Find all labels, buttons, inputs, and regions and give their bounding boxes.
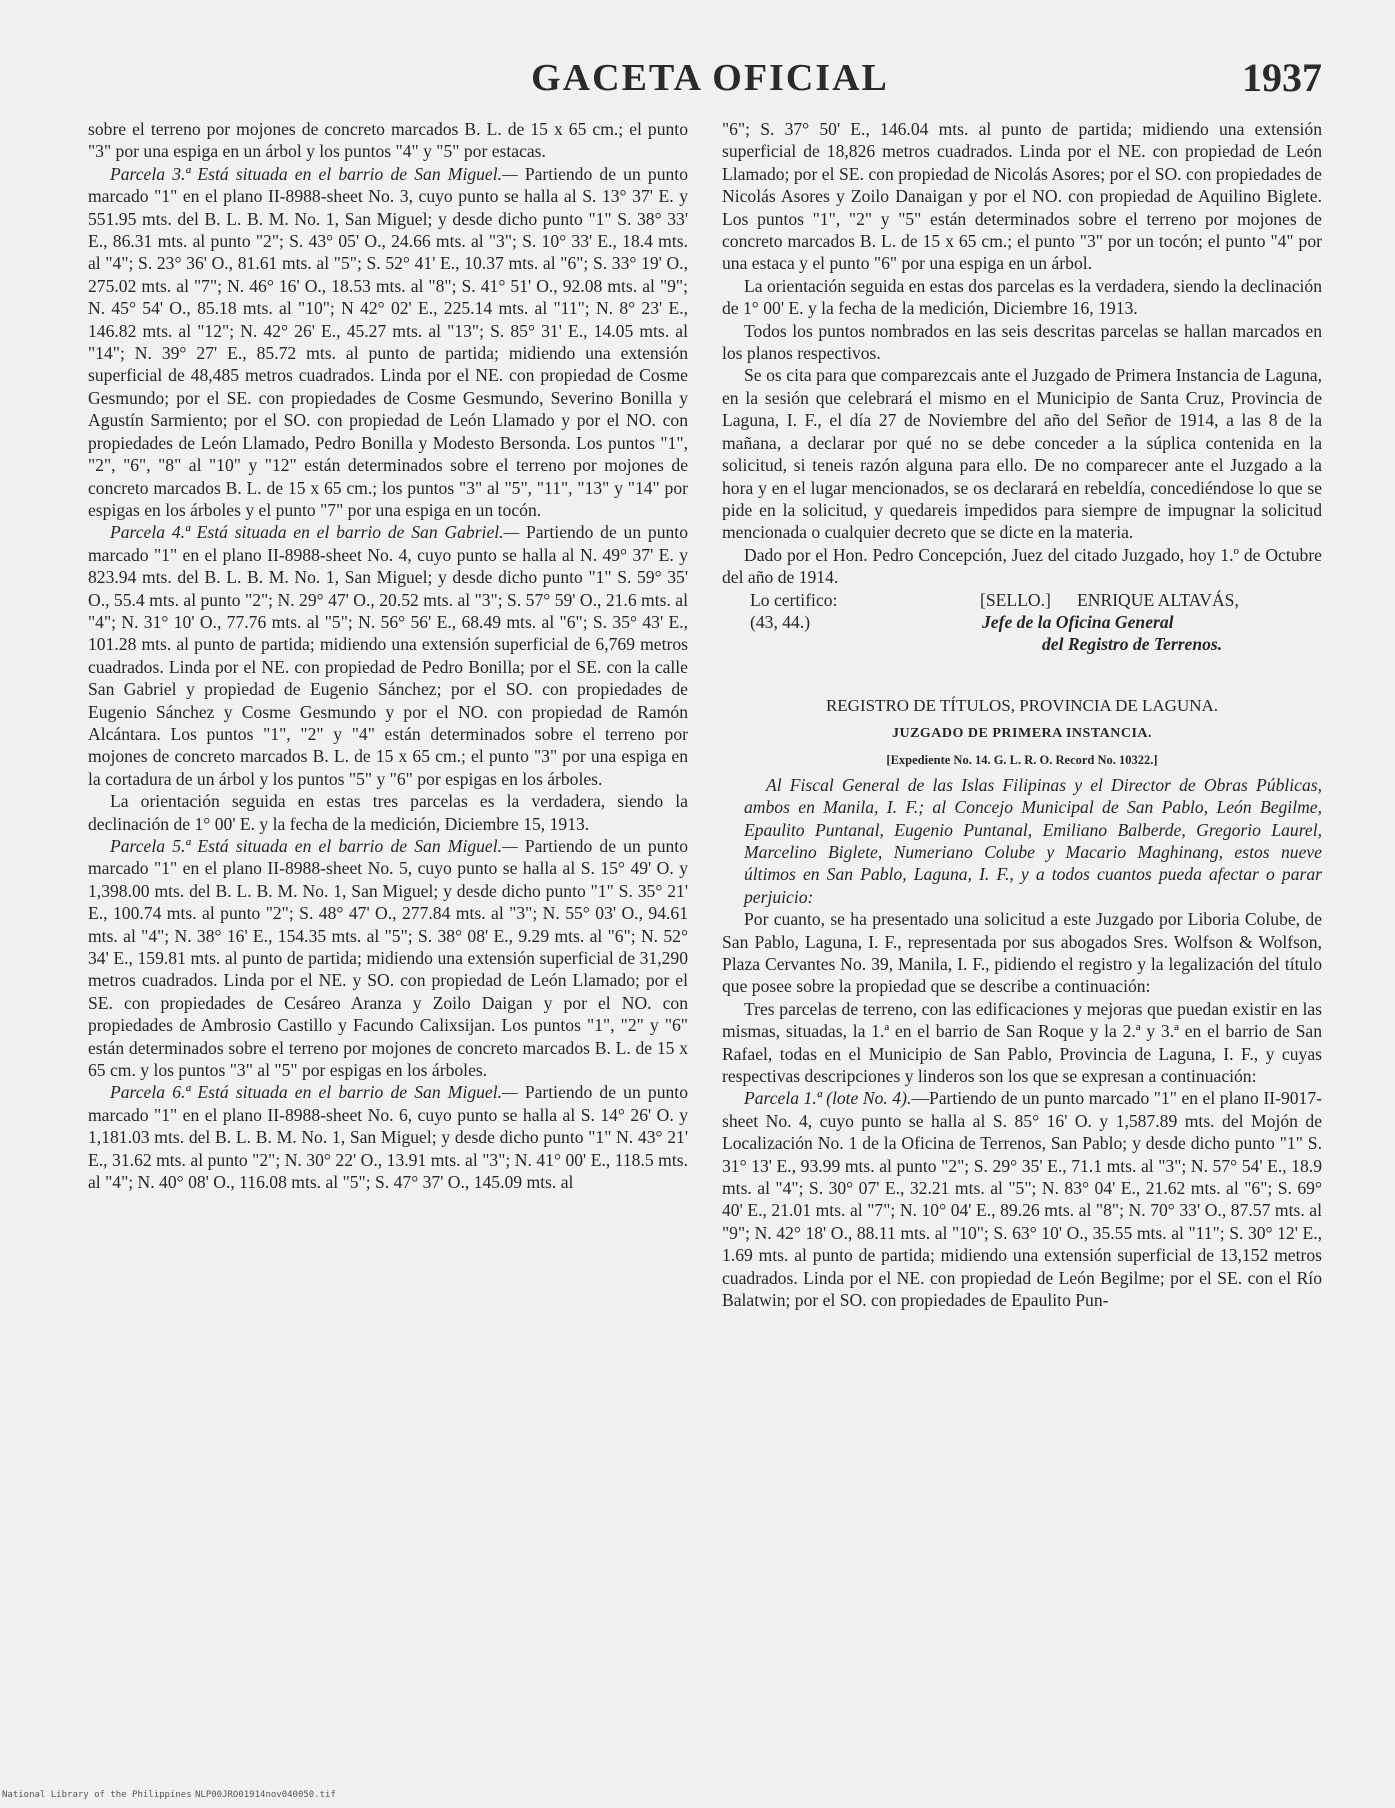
signature-block: [722, 589, 1322, 679]
parcela-5-heading: Parcela 5.ª Está situada en el barrio de San Miguel.—: [110, 836, 518, 856]
page-header: [90, 48, 1330, 108]
dated-paragraph: Dado por el Hon. Pedro Concepción, Juez del citado Juzgado, hoy 1.º de Octubre del año de 1914.: [722, 544, 1322, 588]
parcela-4-heading: Parcela 4.ª Está situada en el barrio de San Gabriel.—: [110, 522, 520, 543]
points-paragraph: Todos los puntos nombrados en las seis descritas parcelas se hallan marcados en los planos respectivos.: [722, 320, 1322, 364]
signatory-name: ENRIQUE ALTAVÁS,: [1077, 589, 1239, 610]
paragraph-continuation: "6"; S. 37° 50' E., 146.04 mts. al punto de partida; midiendo una extensión superficial de 18,826 metros cuadrados. Linda por el NE. con propiedad de León Llamado; por el SE. con propiedad de Nicolás Asores; por el SO. con propiedades de Nicolás Asores y Zoilo Danaigan y por el NO. con propiedad de Aquilino Biglete. Los puntos "1", "2" y "5" están determinados sobre el terreno por mojones de concreto marcados B. L. de 15 x 65 cm.; el punto "3" por un tocón; el punto "4" por una estaca y el punto "6" por una espiga en un árbol.: [722, 119, 1322, 274]
parcela-1-paragraph: [722, 1087, 1322, 1311]
orientation-paragraph: La orientación seguida en estas tres parcelas es la verdadera, siendo la declinación de 1° 00' E. y la fecha de la medición, Diciembre 15, 1913.: [88, 791, 688, 834]
page-number: 1937: [1242, 55, 1322, 100]
parcela-6-text: Partiendo de un punto marcado "1" en el plano II-8988-sheet No. 6, cuyo punto se halla al S. 14° 26' O. y 1,181.03 mts. del B. L. B. M. No. 1, San Miguel; y desde dicho punto "1" N. 43° 21' E., 31.62 mts. al punto "2"; N. 30° 22' O., 13.91 mts. al "3"; N. 41° 00' E., 118.5 mts. al "4"; N. 40° 08' O., 116.08 mts. al "5"; S. 47° 37' O., 145.09 mts. al: [88, 1082, 688, 1193]
reference-number: (43, 44.): [750, 611, 811, 632]
seal-mark: [SELLO.]: [980, 589, 1051, 610]
publication-title: GACETA OFICIAL: [531, 57, 889, 99]
orientation-paragraph: La orientación seguida en estas dos parcelas es la verdadera, siendo la declinación de 1° 00' E. y la fecha de la medición, Diciembre 16, 1913.: [722, 275, 1322, 319]
certification-label: Lo certifico:: [750, 589, 838, 610]
parcela-3-heading: Parcela 3.ª Está situada en el barrio de San Miguel.—: [110, 163, 518, 184]
parcela-1-text: —Partiendo de un punto marcado "1" en el plano II-9017-sheet No. 4, cuyo punto se halla al S. 85° 16' O. y 1,587.89 mts. del Mojón de Localización No. 1 de la Oficina de Terrenos, San Pablo; y desde dicho punto "1" S. 31° 13' E., 93.99 mts. al punto "2"; S. 29° 35' E., 71.1 mts. al "3"; N. 57° 54' E., 18.9 mts. al "4"; S. 30° 07' E., 32.21 mts. al "5"; N. 83° 04' E., 21.62 mts. al "6"; S. 69° 40' E., 21.01 mts. al "7"; N. 10° 04' E., 89.26 mts. al "8"; N. 70° 33' O., 87.57 mts. al "9"; N. 42° 18' O., 88.11 mts. al "10"; S. 63° 10' O., 35.55 mts. al "11"; S. 30° 12' E., 1.69 mts. al punto de partida; midiendo una extensión superficial de 13,152 metros cuadrados. Linda por el NE. con propiedad de León Begilme; por el SE. con el Río Balatwin; por el SO. con propiedades de Epaulito Pun-: [722, 1088, 1322, 1311]
parcela-3-paragraph: [88, 163, 688, 522]
paragraph-continuation: sobre el terreno por mojones de concreto marcados B. L. de 15 x 65 cm.; el punto "3" por una espiga en un árbol y los puntos "4" y "5" por estacas.: [88, 119, 688, 162]
signatory-title-line-2: del Registro de Terrenos.: [1042, 633, 1223, 654]
addressee-paragraph: Al Fiscal General de las Islas Filipinas y el Director de Obras Públicas, ambos en Manila, I. F.; al Concejo Municipal de San Pablo, León Begilme, Epaulito Puntanal, Eugenio Puntanal, Emiliano Balberde, Gregorio Laurel, Marcelino Biglete, Numeriano Colube y Macario Maghinang, estos nueve últimos en San Pablo, Laguna, I. F., y a todos cuantos pueda afectar o parar perjuicio:: [744, 774, 1322, 907]
parcela-6-paragraph: [88, 1081, 688, 1193]
parcela-4-text: Partiendo de un punto marcado "1" en el plano II-8988-sheet No. 4, cuyo punto se halla al N. 49° 37' E. y 823.94 mts. del B. L. B. M. No. 1, San Miguel; y desde dicho punto "1" S. 59° 35' O., 55.4 mts. al punto "2"; N. 29° 47' O., 20.52 mts. al "3"; S. 57° 59' O., 21.6 mts. al "4"; N. 31° 10' O., 77.76 mts. al "5"; N. 56° 56' E., 68.49 mts. al "6"; S. 35° 43' E., 101.28 mts. al punto de partida; midiendo una extensión superficial de 6,769 metros cuadrados. Linda por el NE. con propiedad de Pedro Bonilla; por el SE. con la calle San Gabriel y propiedad de Eugenio Sánchez; por el SO. con propiedades de Eugenio Sánchez y Cosme Gesmundo y por el NO. con propiedad de Ramón Alcántara. Los puntos "1", "2" y "4" están determinados sobre el terreno por mojones de concreto marcados B. L. de 15 x 65 cm.; el punto "3" por una espiga en la cortadura de un árbol y los puntos "5" y "6" por espigas en los árboles.: [88, 522, 688, 789]
court-heading: JUZGADO DE PRIMERA INSTANCIA.: [891, 725, 1153, 741]
summons-paragraph: Se os cita para que comparezcais ante el Juzgado de Primera Instancia de Laguna, en la sesión que celebrará el mismo en el Municipio de Santa Cruz, Provincia de Laguna, I. F., el día 27 de Noviembre del año del Señor de 1914, a las 8 de la mañana, a declarar por qué no se debe conceder a la súplica contenida en la solicitud, si teneis razón alguna para ello. De no comparecer ante el Juzgado a la hora y en el lugar mencionados, se os declarará en rebeldía, concediéndose lo que se pide en la solicitud, y quedareis impedidos para siempre de impugnar la solicitud mencionada o cualquier decreto que se dicte en la materia.: [722, 365, 1322, 543]
scan-filename: NLP00JRO01914nov040050.tif: [195, 1790, 336, 1800]
parcela-1-heading: Parcela 1.ª (lote No. 4).: [744, 1088, 912, 1109]
left-column: [88, 118, 688, 1194]
signatory-title-line-1: Jefe de la Oficina General: [982, 611, 1174, 632]
parcela-5-text: Partiendo de un punto marcado "1" en el plano II-8988-sheet No. 5, cuyo punto se halla al S. 15° 49' O. y 1,398.00 mts. del B. L. B. M. No. 1, San Miguel; y desde dicho punto "1" S. 35° 21' E., 100.74 mts. al punto "2"; S. 48° 47' O., 277.84 mts. al "3"; N. 55° 03' O., 94.61 mts. al "4"; N. 38° 16' E., 154.35 mts. al "5"; S. 38° 08' E., 9.29 mts. al "6"; N. 52° 34' E., 159.81 mts. al punto de partida; midiendo una extensión superficial de 31,290 metros cuadrados. Linda por el NE. y SO. con propiedad de León Llamado; por el SE. con propiedades de Cesáreo Aranza y Zoilo Daigan y por el NO. con propiedades de Ambrosio Castillo y Facundo Calixsijan. Los puntos "1", "2" y "6" están determinados sobre el terreno por mojones de concreto marcados B. L. de 15 x 65 cm. y los puntos "3" al "5" por espigas en los árboles.: [88, 836, 688, 1081]
scan-footer: [0, 1786, 1395, 1804]
parcela-4-paragraph: [88, 521, 688, 790]
section-title: REGISTRO DE TÍTULOS, PROVINCIA DE LAGUNA.: [825, 695, 1219, 715]
parcela-6-heading: Parcela 6.ª Está situada en el barrio de San Miguel.—: [110, 1082, 518, 1103]
parcels-intro-paragraph: Tres parcelas de terreno, con las edificaciones y mejoras que puedan existir en las mismas, situadas, la 1.ª en el barrio de San Roque y la 2.ª y 3.ª en el barrio de San Rafael, todas en el Municipio de San Pablo, Provincia de Laguna, I. F., y cuyas respectivas descripciones y linderos son los que se expresan a continuación:: [722, 998, 1322, 1087]
expediente-line: [Expediente No. 14. G. L. R. O. Record No. 10322.]: [886, 753, 1158, 768]
parcela-3-text: Partiendo de un punto marcado "1" en el plano II-8988-sheet No. 3, cuyo punto se halla al S. 13° 37' E. y 551.95 mts. del B. L. B. M. No. 1, San Miguel; y desde dicho punto "1" S. 38° 33' E., 86.31 mts. al punto "2"; S. 43° 05' O., 24.66 mts. al "3"; S. 10° 33' E., 18.4 mts. al "4"; S. 23° 36' O., 81.61 mts. al "5"; S. 52° 41' E., 10.37 mts. al "6"; S. 33° 19' O., 275.02 mts. al "7"; N. 46° 16' O., 18.53 mts. al "8"; S. 41° 51' O., 92.08 mts. al "9"; N. 45° 54' O., 85.18 mts. al "10"; N 42° 02' E., 225.14 mts. al "11"; N. 8° 23' E., 146.82 mts. al "12"; N. 42° 26' E., 45.27 mts. al "13"; S. 85° 31' E., 14.05 mts. al "14"; N. 39° 27' E., 85.72 mts. al punto de partida; midiendo una extensión superficial de 48,485 metros cuadrados. Linda por el NE. con propiedad de Cosme Gesmundo; por el SE. con propiedades de Cosme Gesmundo, Severino Bonilla y Agustín Sarmiento; por el SO. con propiedad de León Llamado y por el NO. con propiedades de León Llamado, Pedro Bonilla y Modesto Bersonda. Los puntos "1", "2", "6", "8" al "10" y "12" están determinados sobre el terreno por mojones de concreto marcados B. L. de 15 x 65 cm.; los puntos "3" al "5", "11", "13" y "14" por espigas en los árboles y el punto "7" por una espiga en un tocón.: [88, 163, 688, 520]
parcela-5-paragraph: [88, 835, 688, 1081]
application-paragraph: Por cuanto, se ha presentado una solicitud a este Juzgado por Liboria Colube, de San Pablo, Laguna, I. F., representada por sus abogados Sres. Wolfson & Wolfson, Plaza Cervantes No. 39, Manila, I. F., pidiendo el registro y la legalización del título que posee sobre la propiedad que se describe a continuación:: [722, 909, 1322, 997]
right-column: [722, 118, 1322, 1312]
library-credit: National Library of the Philippines: [2, 1790, 192, 1800]
